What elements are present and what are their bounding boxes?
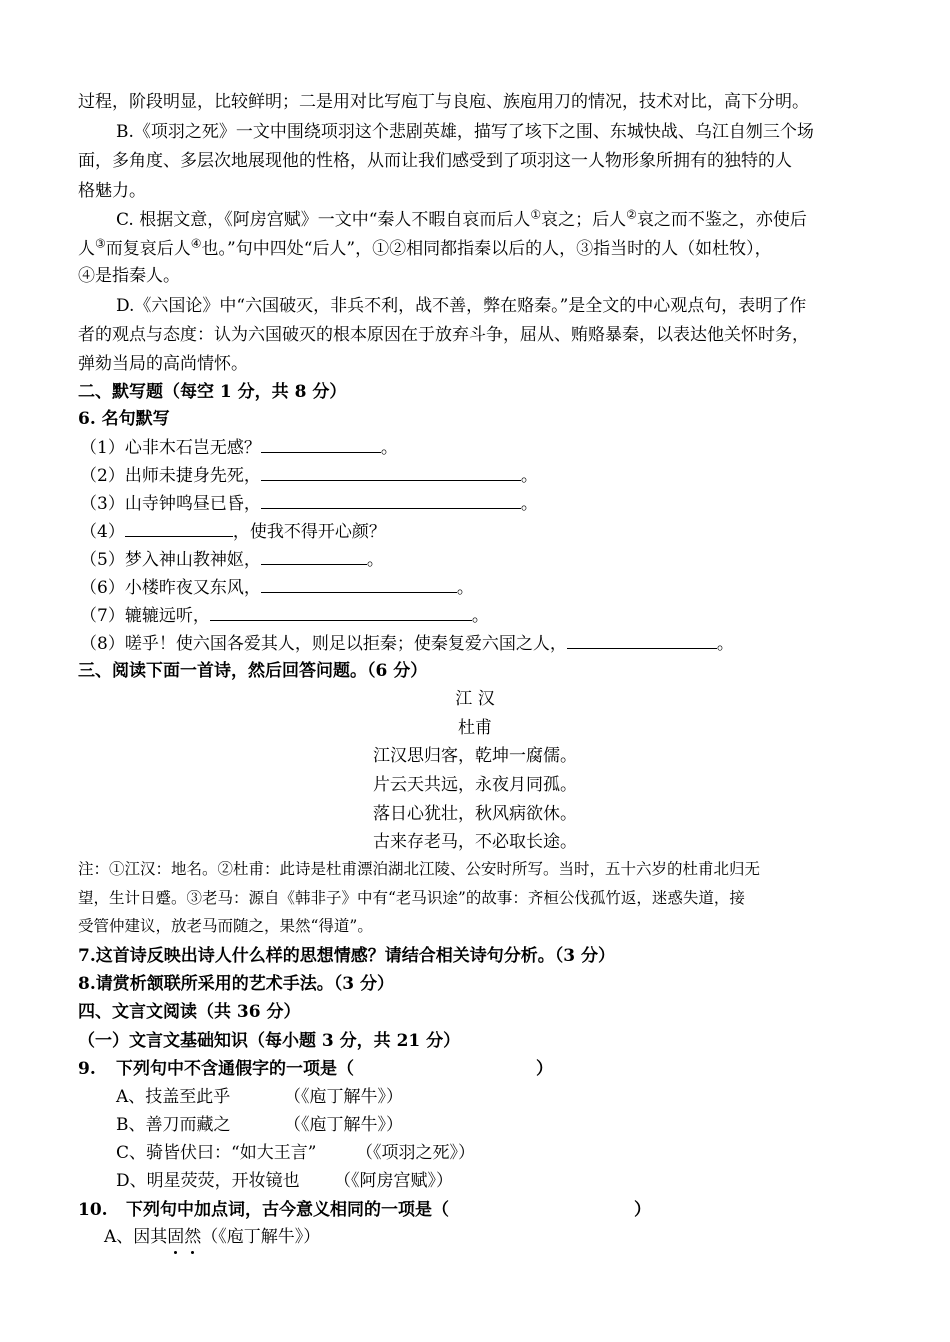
q9-option-c[interactable]: C、骑皆伏曰：“如大王言” — [116, 1143, 317, 1163]
option-b-line1: B.《项羽之死》一文中围绕项羽这个悲剧英雄，描写了垓下之围、东城快战、乌江自刎三个场 — [116, 122, 814, 142]
subsection-1-heading: （一）文言文基础知识（每小题 3 分，共 21 分） — [78, 1031, 461, 1051]
dictation-item-2 — [80, 464, 538, 487]
q9-option-b[interactable]: B、善刀而藏之 — [116, 1115, 231, 1135]
option-a-tail: 过程，阶段明显，比较鲜明；二是用对比写庖丁与良庖、族庖用刀的情况，技术对比，高下分明。 — [78, 92, 809, 112]
dictation-prompt: （7）辘辘远听， — [80, 606, 210, 626]
option-c-line1 — [116, 209, 807, 231]
section-2-heading: 二、默写题（每空 1 分，共 8 分） — [78, 382, 347, 402]
q9-option-b-source: （《庖丁解牛》） — [284, 1115, 403, 1135]
question-10-close: ） — [634, 1200, 651, 1220]
poem-line-3: 落日心犹壮，秋风病欲休。 — [373, 804, 577, 824]
emphasis-dotted-char: 固 — [167, 1227, 185, 1247]
option-c-line3: ④是指秦人。 — [78, 266, 180, 286]
answer-blank[interactable] — [261, 576, 457, 593]
option-b-line3: 格魅力。 — [78, 181, 146, 201]
dictation-prompt: （5）梦入神山教神妪， — [80, 550, 261, 570]
poem-note-line3: 受管仲建议，放老马而随之，果然“得道”。 — [78, 917, 373, 935]
question-10-number: 10. — [78, 1200, 108, 1220]
poem-line-2: 片云天共远，永夜月同孤。 — [373, 775, 577, 795]
dictation-suffix: 。 — [366, 550, 384, 570]
q10-option-a-source: （《庖丁解牛》） — [201, 1227, 321, 1247]
q10-option-a-text: A、因其 — [104, 1227, 168, 1247]
answer-blank[interactable] — [261, 548, 367, 565]
dictation-prompt: （4） — [80, 522, 125, 542]
dictation-suffix: 。 — [520, 466, 538, 486]
answer-blank[interactable] — [261, 464, 521, 481]
circled-number-2: ② — [626, 207, 637, 222]
q9-option-d[interactable]: D、明星荧荧，开妆镜也 — [116, 1171, 300, 1191]
dictation-prompt: （3）山寺钟鸣昼已昏， — [80, 494, 261, 514]
dictation-item-8 — [80, 632, 734, 655]
question-10-text: 下列句中加点词，古今意义相同的一项是（ — [126, 1200, 449, 1220]
q10-option-a[interactable] — [104, 1226, 320, 1248]
dictation-suffix: 。 — [520, 494, 538, 514]
emphasis-dotted-char: 然 — [184, 1227, 202, 1247]
dictation-item-5 — [80, 548, 384, 571]
option-c-text: 人 — [78, 239, 95, 259]
dictation-item-4 — [80, 520, 386, 543]
option-c-line2 — [78, 238, 772, 260]
dictation-suffix: 。 — [380, 438, 398, 458]
dictation-prompt: （1）心非木石岂无感？ — [80, 438, 261, 458]
option-c-text: 哀之；后人 — [541, 210, 627, 230]
dictation-suffix: ，使我不得开心颜？ — [232, 522, 386, 542]
question-9-close: ） — [536, 1059, 553, 1079]
question-9-text: 下列句中不含通假字的一项是（ — [116, 1059, 354, 1079]
poem-line-1: 江汉思归客，乾坤一腐儒。 — [373, 746, 577, 766]
dictation-prompt: （2）出师未捷身先死， — [80, 466, 261, 486]
answer-blank[interactable] — [261, 436, 381, 453]
answer-blank[interactable] — [210, 604, 472, 621]
circled-number-4: ④ — [190, 236, 202, 251]
question-9-number: 9. — [78, 1059, 96, 1079]
option-b-line2: 面，多角度、多层次地展现他的性格，从而让我们感受到了项羽这一人物形象所拥有的独特的人 — [78, 151, 792, 171]
option-c-text: C. 根据文意，《阿房宫赋》一文中“秦人不暇自哀而后人 — [116, 210, 531, 230]
dictation-suffix: 。 — [456, 578, 474, 598]
poem-line-4: 古来存老马，不必取长途。 — [373, 832, 577, 852]
dictation-suffix: 。 — [716, 634, 734, 654]
answer-blank[interactable] — [261, 492, 521, 509]
q9-option-a[interactable]: A、技盖至此乎 — [116, 1087, 231, 1107]
option-c-text: 而复哀后人 — [105, 239, 191, 259]
dictation-item-6 — [80, 576, 474, 599]
poem-note-line2: 望，生计日蹙。③老马：源自《韩非子》中有“老马识途”的故事：齐桓公伐孤竹返，迷惑失道，接 — [78, 889, 745, 907]
option-d-line2: 者的观点与态度：认为六国破灭的根本原因在于放弃斗争，屈从、贿赂暴秦，以表达他关怀时务， — [78, 325, 809, 345]
dictation-prompt: （8）嗟乎！使六国各爱其人，则足以拒秦；使秦复爱六国之人， — [80, 634, 567, 654]
option-d-line3: 弹劾当局的高尚情怀。 — [78, 354, 248, 374]
answer-blank[interactable] — [125, 520, 233, 537]
q9-option-a-source: （《庖丁解牛》） — [284, 1087, 403, 1107]
option-c-text: 哀之而不鉴之，亦使后 — [636, 210, 807, 230]
poem-note-line1: 注：①江汉：地名。②杜甫：此诗是杜甫漂泊湖北江陵、公安时所写。当时，五十六岁的杜甫北归无 — [78, 860, 761, 878]
option-c-text: 也。”句中四处“后人”，①②相同都指秦以后的人，③指当时的人（如杜牧）， — [201, 239, 772, 259]
q9-option-d-source: （《阿房宫赋》） — [334, 1171, 453, 1191]
section-3-heading: 三、阅读下面一首诗，然后回答问题。（6 分） — [78, 661, 428, 681]
circled-number-1: ① — [530, 207, 542, 222]
section-4-heading: 四、文言文阅读（共 36 分） — [78, 1002, 301, 1022]
dictation-item-1 — [80, 436, 398, 459]
dictation-item-7 — [80, 604, 489, 627]
dictation-item-3 — [80, 492, 538, 515]
answer-blank[interactable] — [567, 632, 717, 649]
option-d-line1: D.《六国论》中“六国破灭，非兵不利，战不善，弊在赂秦。”是全文的中心观点句，表明了作 — [116, 296, 807, 316]
circled-number-3: ③ — [95, 236, 106, 251]
poem-author: 杜甫 — [458, 718, 492, 738]
poem-title: 江 汉 — [455, 689, 495, 709]
question-6-title: 6. 名句默写 — [78, 409, 170, 429]
question-8: 8.请赏析颔联所采用的艺术手法。（3 分） — [78, 974, 394, 994]
question-7: 7.这首诗反映出诗人什么样的思想情感？请结合相关诗句分析。（3 分） — [78, 946, 615, 966]
q9-option-c-source: （《项羽之死》） — [356, 1143, 475, 1163]
dictation-prompt: （6）小楼昨夜又东风， — [80, 578, 261, 598]
dictation-suffix: 。 — [471, 606, 489, 626]
